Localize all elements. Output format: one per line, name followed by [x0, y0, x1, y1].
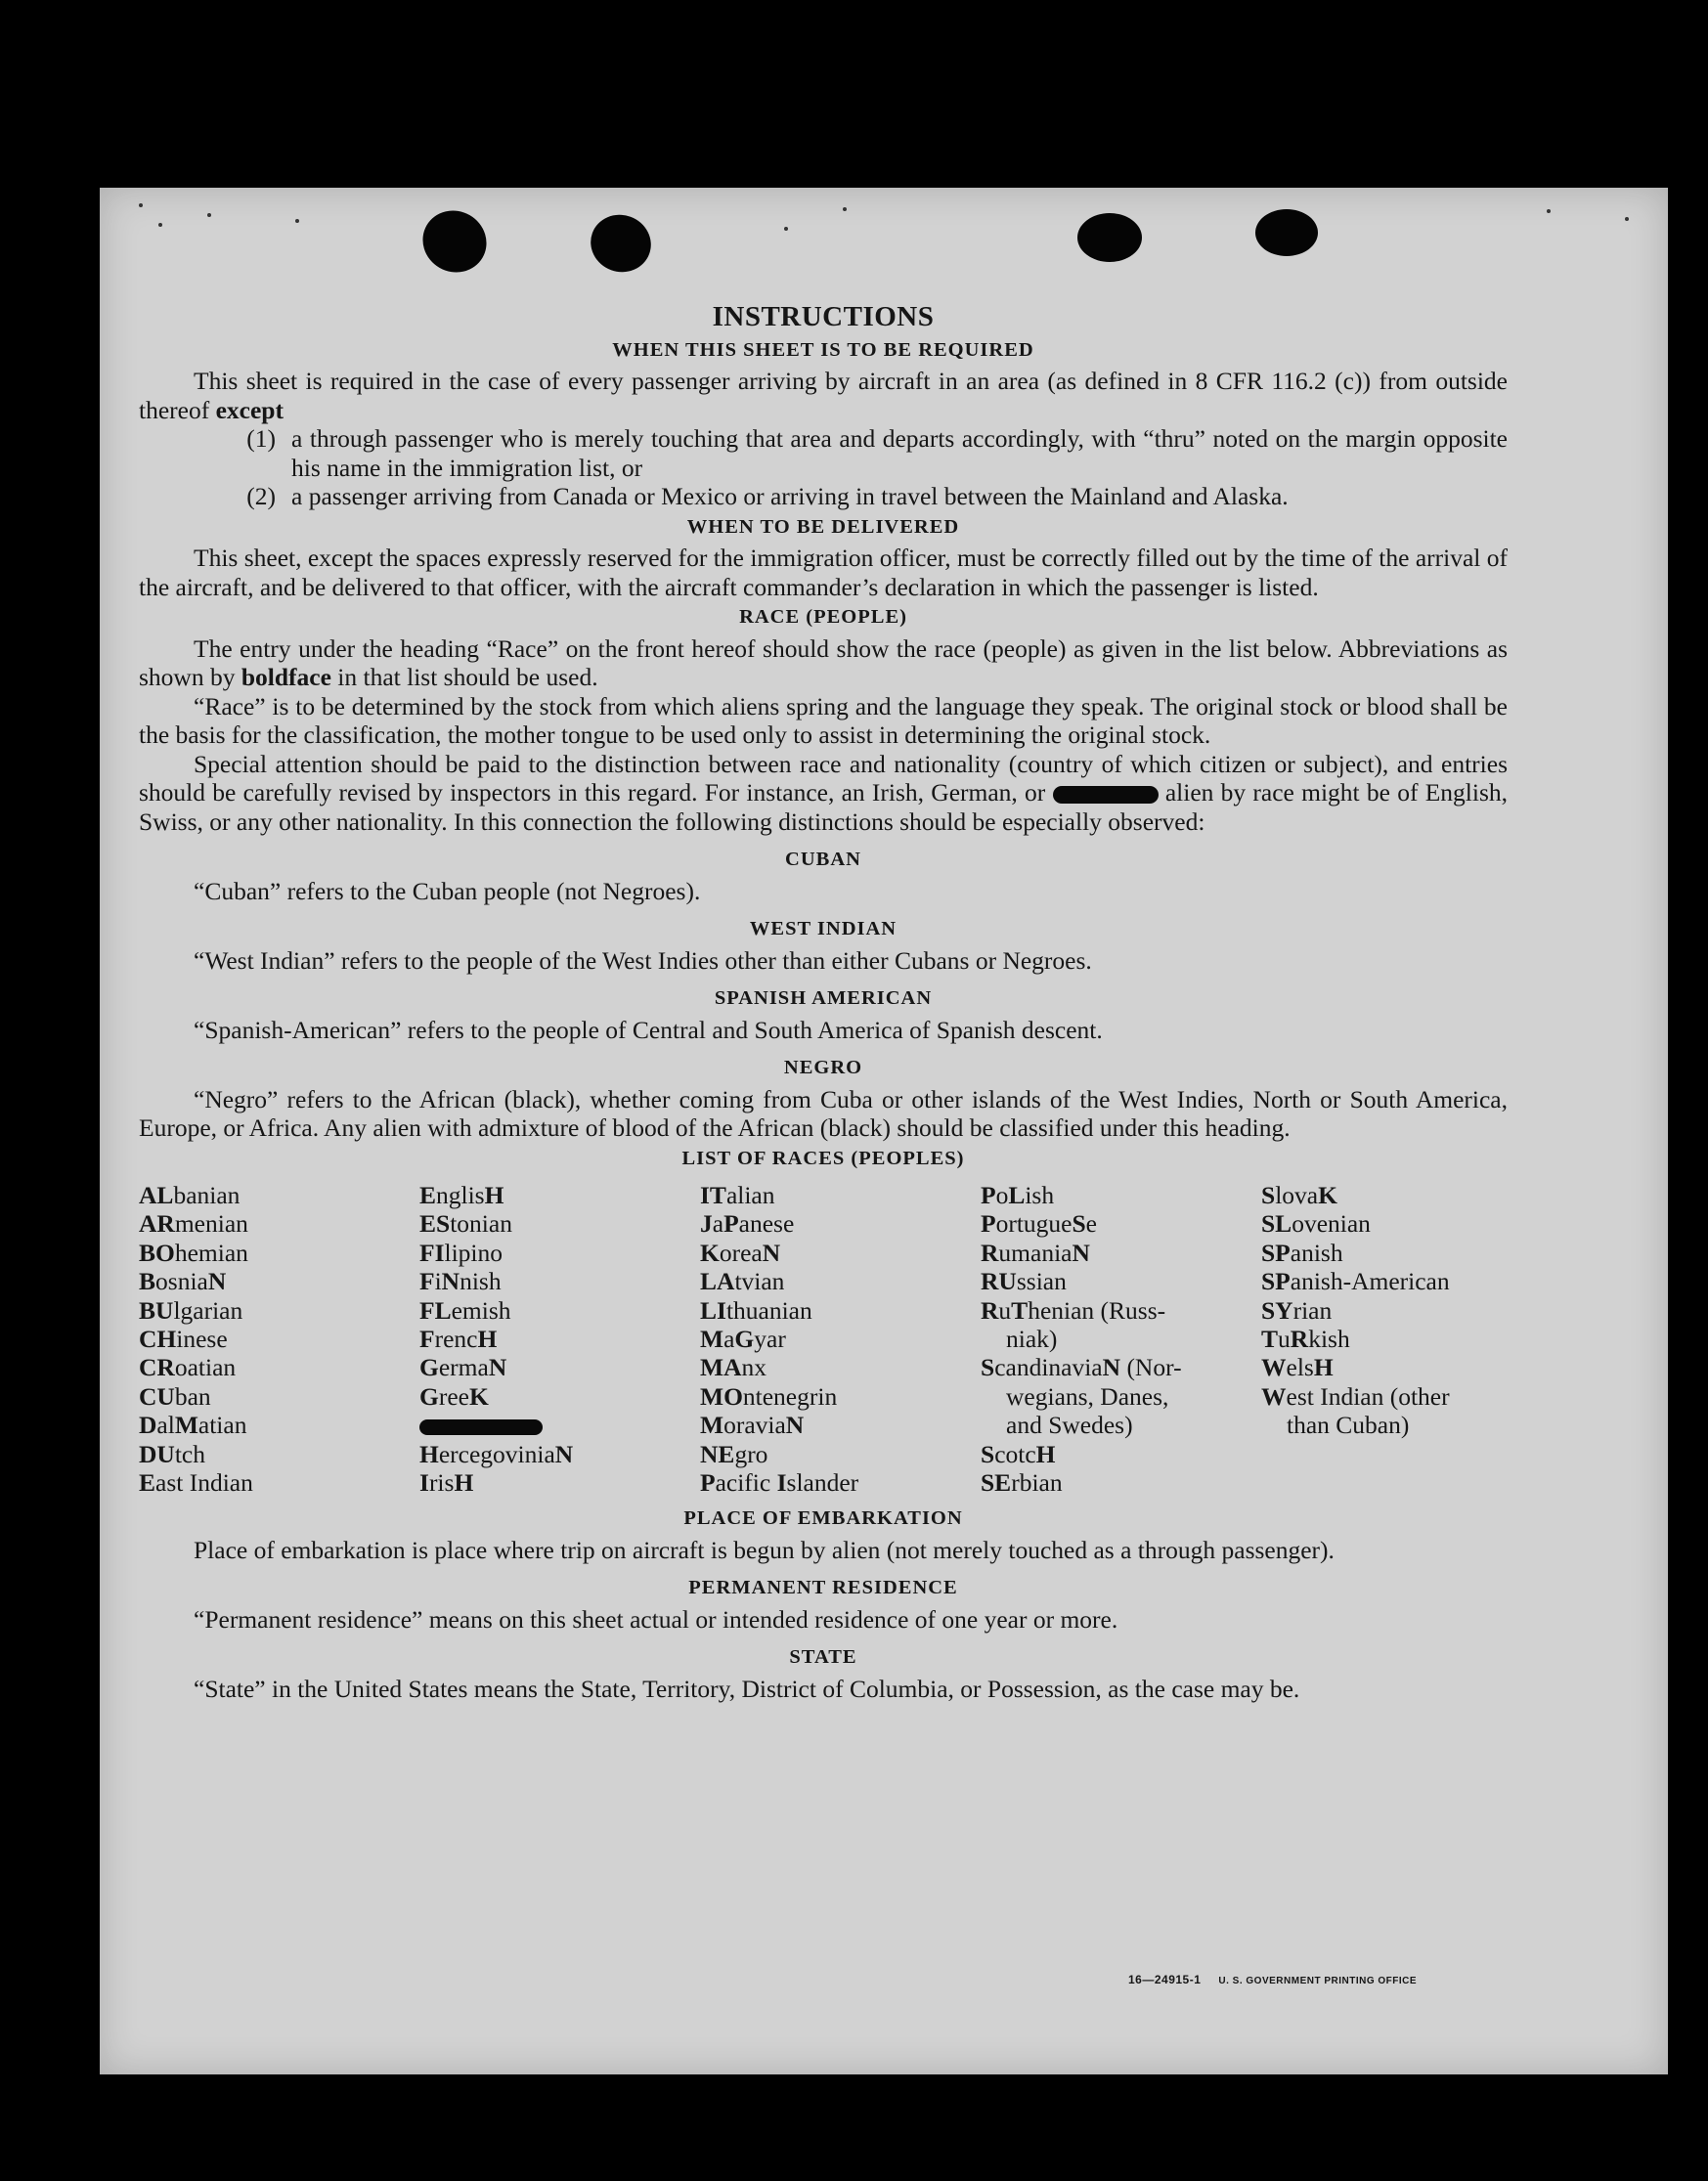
form-number: 16—24915-1 U. S. GOVERNMENT PRINTING OFFICE — [1128, 1973, 1418, 1986]
race-entry: West Indian (other — [1261, 1381, 1450, 1411]
document-sheet — [100, 188, 1668, 2074]
race-paragraph-3: Special attention should be paid to the distinction between race and nationality (country of which citizen or subject), and entries should be carefully revised by inspectors in this regard. For instance, an Irish, German, or alien by race might be of English, Swiss, or any other nationality. In this connection the following distinctions should be especially observed: — [139, 749, 1508, 836]
race-entry: MAnx — [700, 1353, 766, 1382]
delivered-text: This sheet, except the spaces expressly reserved for the immigration officer, must be correctly filled out by the time of the arrival of the aircraft, and be delivered to that officer, with the aircraft commander’s declaration in which the passenger is listed. — [139, 544, 1508, 601]
race-entry: Pacific Islander — [700, 1468, 859, 1498]
state-text: “State” in the United States means the State, Territory, District of Columbia, or Possession, as the case may be. — [194, 1674, 1300, 1703]
race-entry: TuRkish — [1261, 1325, 1350, 1354]
race-entry: LIthuanian — [700, 1295, 812, 1325]
heading-race: RACE (PEOPLE) — [739, 606, 907, 628]
punch-hole — [1255, 209, 1318, 256]
redaction-mark — [419, 1419, 543, 1435]
instructions-content — [139, 303, 1508, 1703]
race-entry — [419, 1411, 700, 1439]
redaction-mark — [1053, 786, 1159, 804]
heading-negro: NEGRO — [783, 1057, 863, 1078]
race-column — [1261, 1181, 1506, 1497]
race-entry: ARmenian — [139, 1209, 248, 1239]
race-entry: SPanish-American — [1261, 1267, 1450, 1296]
race-entry: JaPanese — [700, 1209, 795, 1239]
race-entry: SErbian — [981, 1468, 1063, 1498]
exception-item: (2) a passenger arriving from Canada or Mexico or arriving in travel between the Mainland and Alaska. — [246, 482, 1289, 510]
race-entry: MOntenegrin — [700, 1381, 838, 1411]
heading-spanish-american: SPANISH AMERICAN — [714, 987, 933, 1009]
race-list — [139, 1181, 1508, 1497]
race-entry: and Swedes) — [1006, 1411, 1133, 1440]
race-entry: DUtch — [139, 1439, 205, 1468]
heading-permanent-residence: PERMANENT RESIDENCE — [688, 1577, 958, 1599]
race-entry: KoreaN — [700, 1238, 781, 1267]
race-entry: BosniaN — [139, 1267, 227, 1296]
residence-text: “Permanent residence” means on this sheet actual or intended residence of one year or more. — [194, 1604, 1118, 1634]
race-entry: LAtvian — [700, 1267, 785, 1296]
race-entry: CRoatian — [139, 1353, 237, 1382]
race-entry: SLovenian — [1261, 1209, 1371, 1239]
race-entry: wegians, Danes, — [1006, 1381, 1169, 1411]
required-intro: This sheet is required in the case of every passenger arriving by aircraft in an area (as defined in 8 CFR 116.2 (c)) from outside thereof except — [139, 367, 1508, 424]
race-entry: DalMatian — [139, 1411, 247, 1440]
cuban-text: “Cuban” refers to the Cuban people (not Negroes). — [194, 876, 701, 905]
race-entry: MaGyar — [700, 1325, 786, 1354]
punch-hole — [412, 199, 498, 284]
race-column — [419, 1181, 700, 1497]
race-entry: SlovaK — [1261, 1181, 1337, 1209]
race-entry: niak) — [1006, 1325, 1058, 1354]
race-column — [139, 1181, 419, 1497]
race-entry: CUban — [139, 1381, 211, 1411]
race-entry: GermaN — [419, 1353, 507, 1382]
race-entry: ALbanian — [139, 1181, 241, 1209]
race-entry: RUssian — [981, 1267, 1067, 1296]
embarkation-text: Place of embarkation is place where trip on aircraft is begun by alien (not merely touched as a through passenger). — [194, 1535, 1335, 1564]
negro-text: “Negro” refers to the African (black), whether coming from Cuba or other islands of the West Indies, North or South America, Europe, or Africa. Any alien with admixture of blood of the African (black) should be classified under this heading. — [139, 1084, 1508, 1142]
page-title: INSTRUCTIONS — [712, 301, 935, 332]
punch-hole — [1077, 213, 1142, 262]
race-entry: East Indian — [139, 1468, 253, 1498]
punch-hole — [583, 206, 659, 281]
race-entry: WelsH — [1261, 1353, 1334, 1382]
race-entry: ScandinaviaN (Nor- — [981, 1353, 1182, 1382]
race-entry: CHinese — [139, 1325, 228, 1354]
race-entry: MoraviaN — [700, 1411, 805, 1440]
race-entry: ITalian — [700, 1181, 775, 1209]
race-paragraph-2: “Race” is to be determined by the stock from which aliens spring and the language they speak. The original stock or blood shall be the basis for the classification, the mother tongue to be used only to assist in determining the original stock. — [139, 691, 1508, 749]
race-column — [700, 1181, 981, 1497]
race-entry: PortugueSe — [981, 1209, 1097, 1239]
race-entry: RumaniaN — [981, 1238, 1090, 1267]
race-entry: IrisH — [419, 1468, 474, 1498]
race-entry: HercegoviniaN — [419, 1439, 574, 1468]
race-entry: BOhemian — [139, 1238, 248, 1267]
race-entry: SPanish — [1261, 1238, 1343, 1267]
race-column — [981, 1181, 1261, 1497]
race-entry: FrencH — [419, 1325, 498, 1354]
west-indian-text: “West Indian” refers to the people of the West Indies other than either Cubans or Negroes. — [194, 945, 1092, 975]
spanish-american-text: “Spanish-American” refers to the people of Central and South America of Spanish descent. — [194, 1015, 1103, 1044]
heading-embarkation: PLACE OF EMBARKATION — [683, 1507, 963, 1530]
race-entry: FIlipino — [419, 1238, 504, 1267]
race-entry: BUlgarian — [139, 1295, 243, 1325]
exception-item: (1) a through passenger who is merely touching that area and departs accordingly, with “thru” noted on the margin opposite his name in the immigration list, or — [246, 424, 1508, 482]
race-entry: EStonian — [419, 1209, 512, 1239]
heading-west-indian: WEST INDIAN — [749, 918, 898, 939]
race-entry: PoLish — [981, 1181, 1055, 1209]
heading-when-required: WHEN THIS SHEET IS TO BE REQUIRED — [612, 338, 1034, 361]
heading-state: STATE — [789, 1646, 857, 1669]
race-entry: FLemish — [419, 1295, 511, 1325]
heading-when-delivered: WHEN TO BE DELIVERED — [686, 515, 960, 538]
race-paragraph-1: The entry under the heading “Race” on the front hereof should show the race (people) as given in the list below. Abbreviations as shown by boldface in that list should be used. — [139, 633, 1508, 691]
race-entry: EnglisH — [419, 1181, 504, 1209]
heading-list-of-races: LIST OF RACES (PEOPLES) — [681, 1147, 965, 1169]
race-entry: than Cuban) — [1287, 1411, 1410, 1440]
race-entry: ScotcH — [981, 1439, 1056, 1468]
race-entry: RuThenian (Russ- — [981, 1295, 1166, 1325]
race-entry: SYrian — [1261, 1295, 1333, 1325]
race-entry: NEgro — [700, 1439, 768, 1468]
race-entry: FiNnish — [419, 1267, 502, 1296]
race-entry: GreeK — [419, 1381, 489, 1411]
heading-cuban: CUBAN — [785, 849, 861, 870]
